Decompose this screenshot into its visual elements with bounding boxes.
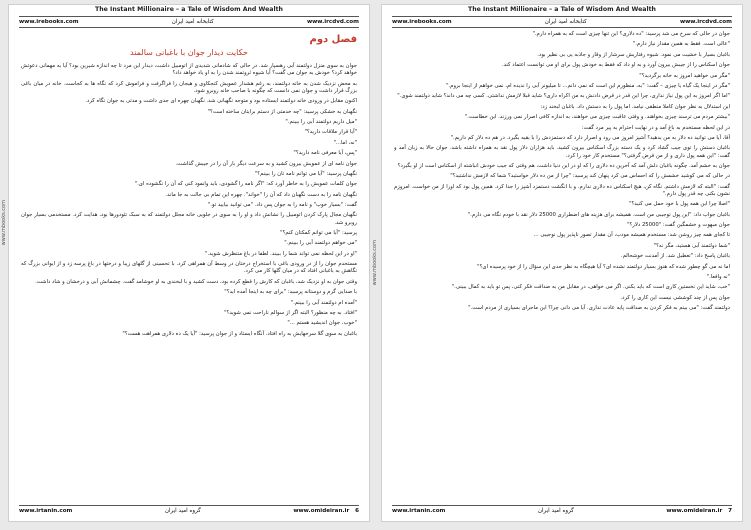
paragraph: اما نه می گو چطور شده که هنوز بسیار دولتمند نشده ای؟ آیا هیچگاه به نظر جدی این سؤال را از خود پرسیده ای؟" bbox=[477, 263, 730, 270]
paragraph: "بیشتر مردم می ترسند چیزی بخواهند. و وقتی عاقبت چیزی می خواهند، به اندازه کافی اصرار نمی ورزند. این خطاست." bbox=[464, 114, 730, 121]
header-right-link[interactable]: www.ircdvd.com bbox=[306, 19, 359, 25]
paragraph: "عالی است. فقط به همین مقدار نیاز دارم." bbox=[632, 41, 730, 48]
paragraph: جوان اسکناس را از جیبش بیرون آورد و به او داد که فقط به خودش پول برای او می توانست اعتماد کند. bbox=[501, 62, 730, 69]
paragraph: جوان به سوی منزل دولتمند آبی رهسپار شد. در حالی که شادمانی شدیدی از اتومبیل داشت، دیدار این مرد تا چه اندازه شیرین بود؟ آیا به مهمانی دعوتش خواهد کرد؟ خودش به جوان می گفت؟ آیا شیوه ثروتمند شدن را به او یاد خواهد داد؟ bbox=[21, 63, 357, 77]
paragraph: "پس، آیا معرفی نامه دارید؟" bbox=[293, 150, 357, 157]
page-header bbox=[19, 16, 359, 28]
page-content bbox=[21, 31, 357, 501]
book-title: The Instant Millionaire – a Tale of Wisdom And Wealth bbox=[95, 6, 283, 13]
footer-center: گروه امید ایران bbox=[537, 508, 574, 514]
paragraph: جوان پس از چند کوششی نیست این کاری را کرد. bbox=[620, 294, 730, 301]
page-number: 6 bbox=[355, 508, 359, 514]
side-watermark: www.mbooks.com bbox=[1, 200, 7, 246]
footer-right-link[interactable]: www.omideiran.ir bbox=[293, 508, 350, 514]
paragraph: "اما اگر امروز به این پول نیاز نداری، چرا این قدر در قرض دادنش به من اکراه داری؟ شاید قبلا لازمش نداشتی. کسی چه می داند؟ شاید دولتمند شوی." bbox=[397, 93, 730, 100]
paragraph: باغبان پاسخ داد: "تعطیل شد. از آمدنت خوشحالم. bbox=[620, 253, 730, 260]
paragraph: "اصلا چرا این همه پول با خود حمل می کنید؟" bbox=[629, 201, 730, 208]
paragraph: "خوب، جوان اندیشید هستم ..." bbox=[287, 320, 357, 327]
paragraph: مستخدم جوان را از در ورودی باغی با استخراج درختان در وسط آن همراهی کرد. با تحسینی از گلهای زیبا و درختها در باغ پرسه زد و از ایوانی بزرگ که نگاهش به باغبانی افتاد که در میان گلها کار می کرد. bbox=[21, 261, 357, 275]
paragraph: در این لحظه مستخدم به باغ آمد و در نهایت احترام به پیر مرد گفت: bbox=[581, 124, 730, 131]
chapter-subtitle: حکایت دیدار جوان با باغبانی سالمند bbox=[130, 48, 248, 57]
footer-left-link[interactable]: www.irtanin.com bbox=[19, 508, 73, 514]
paragraph: باغبان بسیار با خشیت می نمود. شیوه رفتاریش سرشار از وقار و جاذبه یی بی نظیر بود. bbox=[537, 51, 730, 58]
paragraph: گفت: "البته که لازمش داشتم. نگاه کن، هیچ اسکناس ده دلاری ندارم. و با انگشت دستمزد آشپز را جدا کرد. همین پول بود که اورا از من خواست. امروزم نشون بکنی چه قدر پول دارم." bbox=[394, 183, 730, 197]
paragraph: "او در این لحظه نمی تواند شما را ببیند. لطفا در باغ منتظرش شوید." bbox=[205, 250, 357, 257]
paragraph-list bbox=[394, 31, 730, 312]
page-number: 7 bbox=[728, 508, 732, 514]
paragraph: باغبان به سوی گلا سرخهایش به راه افتاد. آنگاه ایستاد و از جوان پرسید: "آیا یک ده دلاری همراهت هست؟" bbox=[122, 330, 357, 337]
footer-right-group bbox=[666, 508, 732, 514]
paragraph: باغبان جواب داد: "این پول توجیبی من است. همیشه برای هزینه های اضطراری 25000 دلار نقد با خودم نگاه می دارم." bbox=[467, 211, 730, 218]
header-left-link[interactable]: www.irebooks.com bbox=[392, 19, 452, 25]
header-center: کتابخانه امید ایران bbox=[171, 19, 214, 25]
paragraph: "نه، اما..." bbox=[333, 139, 357, 146]
header-left-link[interactable]: www.irebooks.com bbox=[19, 19, 79, 25]
paragraph: جوان نامه ای از عمویش بیرون کشید و به سرعت دیگر بار آن را در جیبش گذاشت. bbox=[175, 160, 357, 167]
paragraph: با صدایی گرم و دوستانه پرسید: "برای چه به اینجا آمده اید؟" bbox=[224, 289, 357, 296]
footer-left-link[interactable]: www.irtanin.com bbox=[392, 508, 446, 514]
paragraph: تا کجای همه چیز روشن شد: مستخدم همیشه مودب، آن مقدار تصور ناپذیر پول نوجیبی ... bbox=[533, 232, 730, 239]
side-watermark: www.mbooks.com bbox=[372, 240, 378, 286]
paragraph: "مگر در اینجا یک گیاه یا چیزی – گفت: "به، منظورم این است که نمی دانم... تا میلیونر آبی را ندیده ام، نمی خواهم از اینجا بروم." bbox=[446, 82, 730, 89]
footer-right-group bbox=[293, 508, 359, 514]
paragraph: پرسید: "آیا می توانم کمکتان کنم؟" bbox=[280, 230, 357, 237]
paragraph: نگهبان پرسید: "آیا می توانم نامه تان را ببینم؟" bbox=[254, 170, 357, 177]
paragraph: "میل داریم دولتمند آبی را ببینم." bbox=[285, 118, 357, 125]
paragraph: اکنون مقابل در ورودی خانه دولتمند ایستاده بود و متوجه نگهبانی شد. نگهبان چهره ای جدی داشت و مدتی به جوان نگاه کرد. bbox=[85, 98, 357, 105]
header-center: کتابخانه امید ایران bbox=[544, 19, 587, 25]
paragraph: "شما دولتمند آبی هستید، مگر نه؟" bbox=[653, 242, 730, 249]
paragraph: وقتی جوان به او نزدیک شد، باغبان که کارش را قطع کرده بود، دست کشید و با لبخندی به او خوشامد گفت. چشمانش آبی و درخشان و شاد داشت. bbox=[35, 278, 357, 285]
paragraph: جوان مبهوت و خشمگین گفت: "25000 دلار؟" bbox=[627, 222, 730, 229]
footer-center: گروه امید ایران bbox=[164, 508, 201, 514]
paragraph: به محض نزدیک شدن به خانه دولتمند، به رغم هشدار عمویش کنجکاوی و هیجان را فراگرفت و فراموش کرد که نگاه ها به کجاست. خانه در میان باغی بزرگ قرار داشت و جوان نمی دانست که چگونه با صاحب خانه روبرو شود. bbox=[21, 80, 357, 94]
paragraph: دولتمند گفت: "می بینم به فکر کردن به صداقت پایه عادت نداری. آیا می دانی چرا؟ این ماجرای بسیاری از مردم است." bbox=[468, 305, 730, 312]
chapter-title: فصل دوم bbox=[309, 34, 357, 45]
paragraph: نگهبان نامه را به دست نگهبان داد که آن را "خواند". چهره این تمام بی حالت به جا ماند. bbox=[165, 191, 357, 198]
paragraph: "آمده ام دولتمند آبی را ببینم." bbox=[290, 299, 357, 306]
paragraph: جوان در حالی که سرخ می شد پرسید: "ده دلاری؟ این تنها چیزی است که به همراه دارم." bbox=[532, 31, 730, 37]
header-right-link[interactable]: www.ircdvd.com bbox=[679, 19, 732, 25]
left-page bbox=[8, 4, 370, 522]
paragraph: در حالی که می کوشید خشمش را که احساس می کرد پنهان کند پرسید: "چرا از من ده دلار خواستید؟ شما که لازمش نداشتید؟" bbox=[450, 173, 730, 180]
paragraph: نگهبان مجال پارک کردن اتومبیل را نشانش داد و او را به سوی در جلویی خانه مجلل دولتمند که به سبک تئودورها بود، هدایت کرد. مستخدمی بسیار جوان روبرو شد. bbox=[21, 212, 357, 226]
paragraph-list bbox=[21, 63, 357, 338]
book-title: The Instant Millionaire – a Tale of Wisdom And Wealth bbox=[468, 6, 656, 13]
paragraph: این استدلال به نظر جوان کاملا منطقی نیامد. اما پول را به دستش داد. باغبان لبخند زد: bbox=[540, 103, 730, 110]
paragraph: "آیا قرار ملاقات دارید؟" bbox=[304, 129, 357, 136]
page-footer bbox=[392, 505, 732, 516]
page-header bbox=[392, 16, 732, 28]
right-page bbox=[381, 4, 743, 522]
paragraph: "خب، شاید این نخستین کاری است که باید بکنی. اگر می خواهی، در مقابل من به صداقت فکر کنی، پس تو باید به کمال ببینی." bbox=[451, 284, 730, 291]
footer-right-link[interactable]: www.omideiran.ir bbox=[666, 508, 723, 514]
paragraph: "می خواهم دولتمند آبی را ببینم." bbox=[284, 240, 357, 247]
paragraph: گفت: "بسیار خوب" و نامه را به جوان پس داد. "می توانید بیایید تو." bbox=[207, 202, 357, 209]
paragraph: آقا، آیا می توانید ده دلار به من بدهید؟ آشپز امروز می رود و اصرار دارد که دستمزدش را با بقیه بگیرد. در هم ده دلار کم داریم." bbox=[450, 134, 730, 141]
page-footer bbox=[19, 505, 359, 516]
paragraph: جوان به خشم آمد. چگونه باغبان دلش آمد که آخرین ده دلاری را که او در این دنیا داشت، هم وقتی که جیب خودش انباشته از اسکناس است از او بگیرد؟ bbox=[397, 162, 730, 169]
paragraph: نگهبان به خشکی پرسید: "چه خدمتی از دستم برایتان ساخته است؟" bbox=[207, 108, 357, 115]
page-content bbox=[394, 31, 730, 501]
paragraph: "مگر می خواهید امروز به خانه برگردید؟" bbox=[639, 72, 730, 79]
paragraph: جوان کلمات عمویش را به خاطر آورد که: "اگر نامه را گشودی، باید وانمود کنی که آن را نگشوده ای." bbox=[134, 181, 357, 188]
paragraph: باغبان دستش را توی جیب گشاد کرد و یک دسته بزرگ اسکناس بیرون کشید. باید هزاران دلار پول نقد به همراه داشته باشد. جوان حالا به زبان آمد و گفت: "این همه پول داری و از من قرض گرفتی؟" مستخدم کار خود را کرد. bbox=[394, 145, 730, 159]
paragraph: "افتاد. به چه منظور؟ البته اگر از سوالم ناراحت نمی شوید؟" bbox=[224, 310, 357, 317]
paragraph: "نه واقعا." bbox=[706, 274, 730, 280]
